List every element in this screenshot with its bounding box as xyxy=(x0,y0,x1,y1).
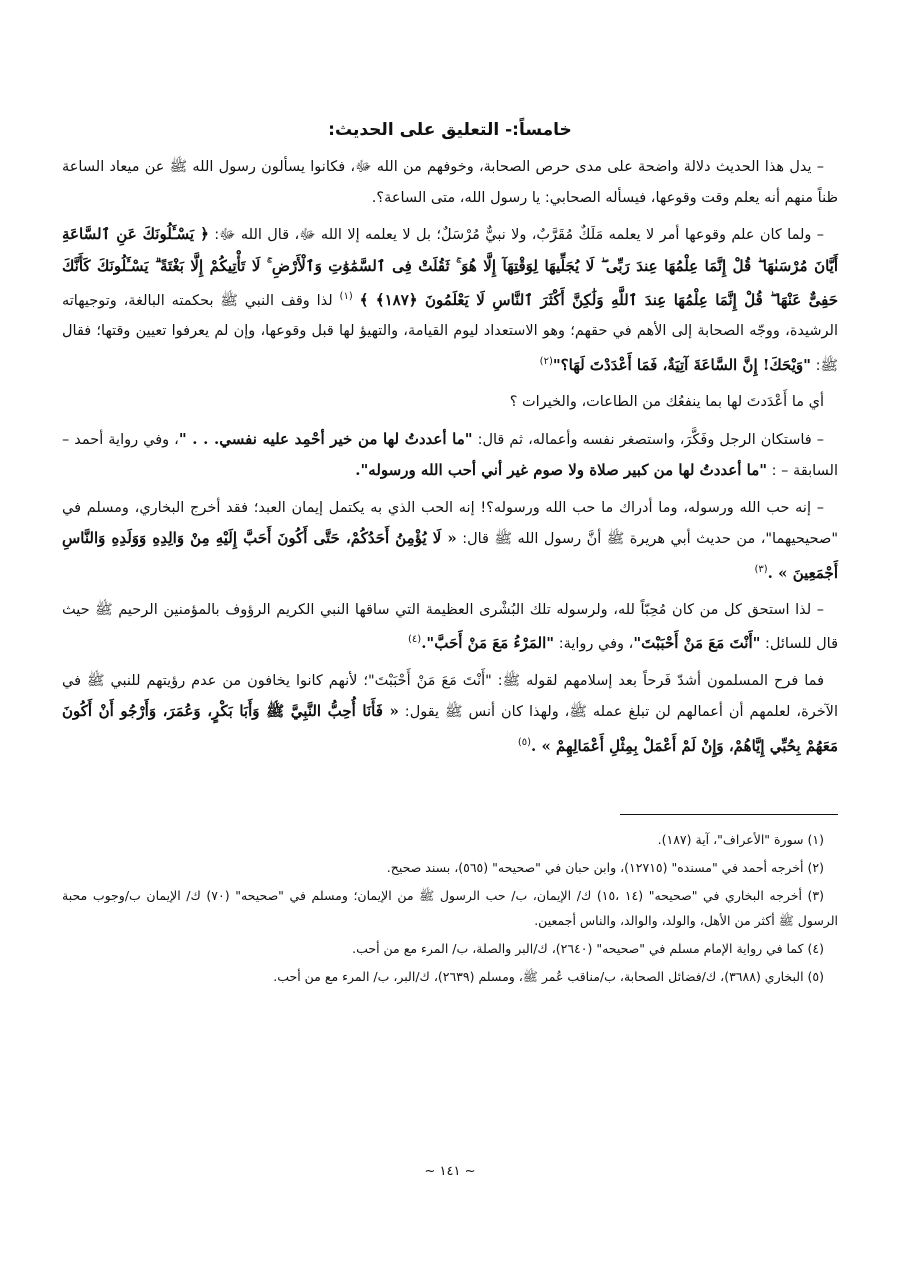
heading-title: خامساً:- التعليق على الحديث xyxy=(334,120,572,140)
paragraph-6-mid: ، وفي رواية: xyxy=(554,636,634,653)
footnote-1: (١) سورة "الأعراف"، آية (١٨٧). xyxy=(657,832,824,848)
quote-man-2: "ما أعددتُ لها من كبير صلاة ولا صوم غير أني أحب الله ورسوله". xyxy=(355,461,768,480)
paragraph-3: أي ما أَعْدَدتَ لها بما ينفعُك من الطاعات، والخيرات ؟ xyxy=(509,394,824,411)
footnotes xyxy=(62,827,838,989)
paragraph-4 xyxy=(62,424,838,487)
page-number: ~ ١٤١ ~ xyxy=(424,1164,476,1179)
paragraph-5-intro: – إنه حب الله ورسوله، وما أدراك ما حب الله ورسوله؟! إنه الحب الذي به يكتمل إيمان العبد؛ فقد أخرج البخاري، ومسلم في "صحيحيهما"، من حديث أبي هريرة ﷺ أنَّ رسول الله ﷺ قال: xyxy=(62,499,838,548)
paragraph-6-intro: – لذا استحق كل من كان مُحِبّاً لله، ولرسوله تلك البُشْرى العظيمة التي ساقها النبي الكريم الرؤوف بالمؤمنين الرحيم ﷺ حيث قال للسائل: xyxy=(62,601,838,653)
footnote-3: (٣) أخرجه البخاري في "صحيحه" (١٤ ،١٥) ك/ الإيمان، ب/ حب الرسول ﷺ من الإيمان؛ ومسلم في "صحيحه" (٧٠) ك/ الإيمان ب/وجوب محبة الرسول ﷺ أكثر من الأهل، والولد، والوالد، والناس أجمعين. xyxy=(62,888,838,929)
hadith-quote-4: "المَرْءُ مَعَ مَنْ أَحَبَّ". xyxy=(421,634,555,653)
footnote-2: (٢) أخرجه أحمد في "مسنده" (١٢٧١٥)، وابن حبان في "صحيحه" (٥٦٥)، بسند صحيح. xyxy=(386,860,824,876)
paragraph-7-intro: فما فرح المسلمون أشدّ فَرحاً بعد إسلامهم لقوله ﷺ: "أَنْتَ مَعَ مَنْ أَحْبَبْتَ"؛ لأنهم كانوا يخافون من عدم رؤيتهم للنبي ﷺ في الآخرة، لعلمهم أن أعمالهم لن تبلغ عمله ﷺ، ولهذا كان أنس ﷺ يقول: xyxy=(62,672,838,721)
paragraph-2-intro: – ولما كان علم وقوعها أمر لا يعلمه مَلَكٌ مُقَرَّبٌ، ولا نبيٌّ مُرْسَلٌ؛ بل لا يعلمه إلا الله ﷻ، قال الله ﷻ: xyxy=(214,227,825,243)
paragraph-4-intro: – فاستكان الرجل وفَكَّرَ، واستصغر نفسه وأعماله، ثم قال: xyxy=(472,431,824,448)
heading-colon: : xyxy=(328,120,335,140)
hadith-quote-3: "أَنْتَ مَعَ مَنْ أَحْبَبْتَ" xyxy=(633,634,761,653)
footnote-ref-5: (٥) xyxy=(517,736,531,748)
footnote-separator xyxy=(620,814,838,815)
footnote-4: (٤) كما في رواية الإمام مسلم في "صحيحه" (٢٦٤٠)، ك/البر والصلة، ب/ المرء مع من أحب. xyxy=(352,941,824,957)
footnote-ref-4: (٤) xyxy=(408,634,422,646)
paragraph-2-rest: لذا وقف النبي ﷺ بحكمته البالغة، وتوجيهاته الرشيدة، ووجّه الصحابة إلى الأهم في حقهم؛ وهو الاستعداد ليوم القيامة، والتهيؤ لها قبل وقوعها، وإن لم يعرفوا تعيين وقتها؛ فقال ﷺ: xyxy=(62,292,838,374)
paragraph-4-mid: ، وفي رواية أحمد – السابقة – : xyxy=(62,431,838,480)
footnote-ref-2: (٢) xyxy=(539,355,553,367)
paragraph-7 xyxy=(62,666,838,762)
footnote-ref-3: (٣) xyxy=(754,563,768,575)
paragraph-6 xyxy=(62,595,838,660)
paragraph-1: – يدل هذا الحديث دلالة واضحة على مدى حرص الصحابة، وخوفهم من الله ﷻ، فكانوا يسألون رسول الله ﷺ عن ميعاد الساعة ظناً منهم أنه يعلم وقت وقوعها، فيسأله الصحابي: يا رسول الله، متى الساعة؟. xyxy=(62,159,838,206)
footnote-5: (٥) البخاري (٣٦٨٨)، ك/فضائل الصحابة، ب/مناقب عُمر ﷺ، ومسلم (٢٦٣٩)، ك/البر، ب/ المرء مع من أحب. xyxy=(273,969,824,985)
hadith-quote-2: « لَا يُؤْمِنُ أَحَدُكُمْ، حَتَّى أَكُونَ أَحَبَّ إِلَيْهِ مِنْ وَالِدِهِ وَوَلَدِهِ وَالنَّاسِ أَجْمَعِينَ » . xyxy=(62,529,838,582)
paragraph-2 xyxy=(62,219,838,381)
section-heading xyxy=(62,116,838,144)
hadith-quote-1: "وَيْحَكَ! إِنَّ السَّاعَةَ آتِيَةٌ، فَمَا أَعْدَدْتَ لَهَا؟" xyxy=(552,355,811,374)
quote-man-1: "ما أعددتُ لها من خير أحْمِد عليه نفسي. . . " xyxy=(178,429,473,448)
footnote-ref-1: (١) xyxy=(339,291,353,302)
paragraph-5 xyxy=(62,493,838,589)
quran-verse: ﴿ يَسْـَٔلُونَكَ عَنِ ٱلسَّاعَةِ أَيَّانَ مُرْسَىٰهَا ۖ قُلْ إِنَّمَا عِلْمُهَا عِندَ رَبِّى ۖ لَا يُجَلِّيهَا لِوَقْتِهَآ إِلَّا هُوَ ۚ ثَقُلَتْ فِى ٱلسَّمَٰوَٰتِ وَٱلْأَرْضِ ۚ لَا تَأْتِيكُمْ إِلَّا بَغْتَةً ۗ يَسْـَٔلُونَكَ كَأَنَّكَ حَفِىٌّ عَنْهَا ۖ قُلْ إِنَّمَا عِلْمُهَا عِندَ ٱللَّهِ وَلَٰكِنَّ أَكْثَرَ ٱلنَّاسِ لَا يَعْلَمُونَ ﴿١٨٧﴾ ﴾ xyxy=(62,225,839,309)
hadith-quote-5: « فَأَنَا أُحِبُّ النَّبِيَّ ﷺ وَأَبَا بَكْرٍ، وَعُمَرَ، وَأَرْجُو أَنْ أَكُونَ مَعَهُمْ بِحُبِّي إِيَّاهُمْ، وَإِنْ لَمْ أَعْمَلْ بِمِثْلِ أَعْمَالِهِمْ » . xyxy=(62,702,838,755)
